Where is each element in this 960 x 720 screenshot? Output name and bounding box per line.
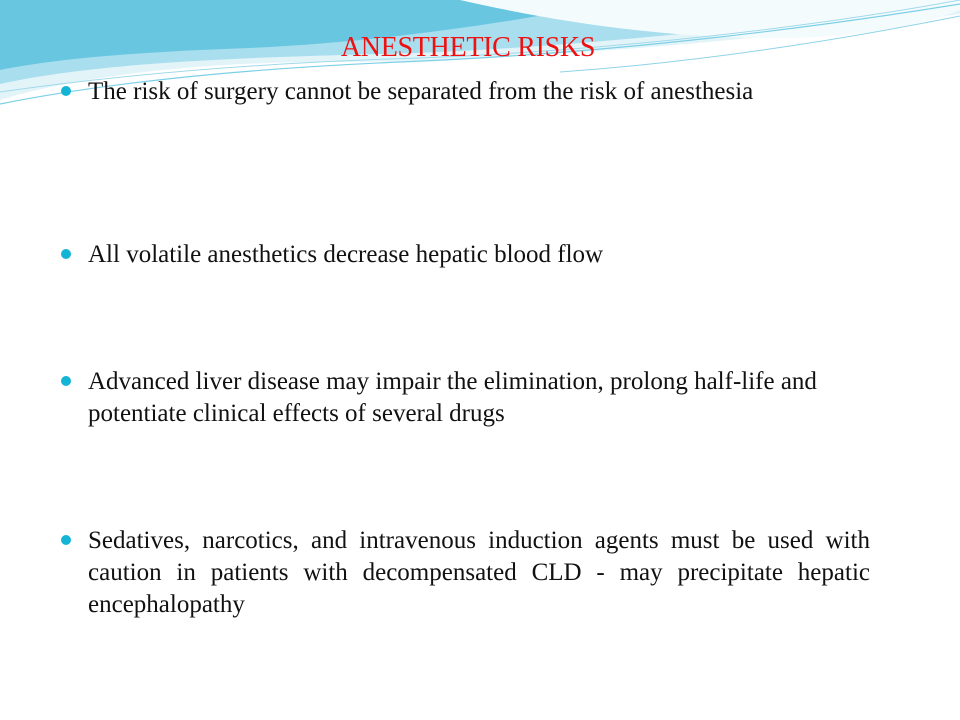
bullet-text-4: Sedatives, narcotics, and intravenous induction agents must be used with caution in patients with decompensated CLD - may precipitate hepatic encephalopathy [88,527,870,618]
bullet-marker [61,376,71,386]
bullet-marker [61,249,71,259]
bullet-marker [61,86,71,96]
bullet-text-3: Advanced liver disease may impair the elimination, prolong half-life and potentiate clinical effects of several drugs [88,368,817,427]
slide-title: ANESTHETIC RISKS [340,32,596,63]
bullet-text-1: The risk of surgery cannot be separated from the risk of anesthesia [88,78,754,105]
bullet-marker [61,535,71,545]
bullet-text-2: All volatile anesthetics decrease hepatic blood flow [88,241,604,268]
